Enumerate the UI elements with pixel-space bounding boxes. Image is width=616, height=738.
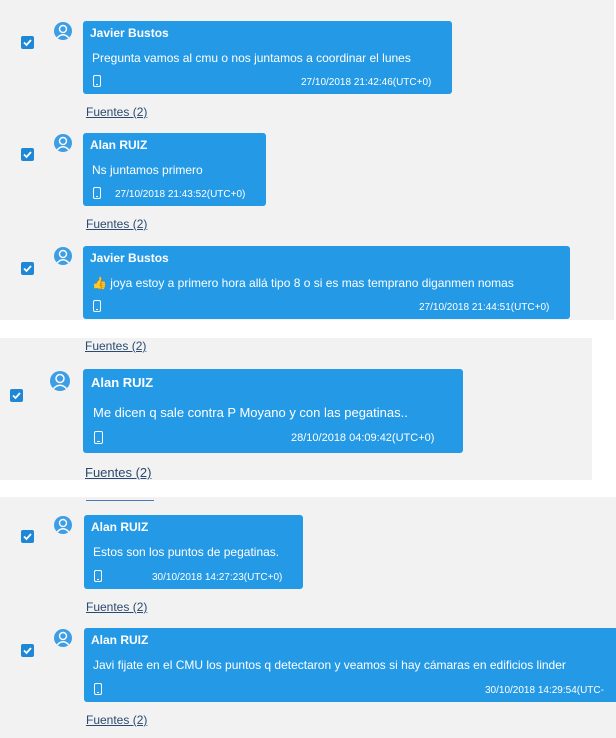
message-text: Estos son los puntos de pegatinas. xyxy=(93,545,280,559)
mobile-phone-icon xyxy=(94,431,103,444)
message-bubble xyxy=(83,133,266,206)
mobile-phone-icon xyxy=(94,683,102,695)
message-text: Pregunta vamos al cmu o nos juntamos a coordinar el lunes xyxy=(92,51,411,65)
mobile-phone-icon xyxy=(93,75,101,87)
message-sender: Alan RUIZ xyxy=(91,520,149,534)
message-text-body: joya estoy a primero hora allá tipo 8 o si es mas temprano diganmen nomas xyxy=(110,276,514,290)
message-bubble xyxy=(83,21,452,94)
checkmark-icon xyxy=(21,644,34,657)
select-checkbox[interactable] xyxy=(21,530,34,543)
message-bubble xyxy=(83,369,463,453)
user-avatar-icon xyxy=(50,371,70,391)
message-text: Ns juntamos primero xyxy=(92,163,203,177)
message-timestamp: 27/10/2018 21:42:46(UTC+0) xyxy=(301,77,432,88)
message-text: Me dicen q sale contra P Moyano y con las pegatinas.. xyxy=(93,405,408,420)
chat-panel-3 xyxy=(0,497,616,738)
select-checkbox[interactable] xyxy=(21,36,34,49)
message-sender: Alan RUIZ xyxy=(91,375,154,390)
message-text: Javi fijate en el CMU los puntos q detectaron y veamos si hay cámaras en edificios linder xyxy=(93,658,566,672)
sources-link[interactable]: Fuentes (2) xyxy=(86,217,148,231)
mobile-phone-icon xyxy=(94,570,102,582)
message-sender: Alan RUIZ xyxy=(91,633,149,647)
select-checkbox[interactable] xyxy=(21,644,34,657)
sources-link[interactable]: Fuentes (2) xyxy=(86,105,148,119)
message-timestamp: 27/10/2018 21:44:51(UTC+0) xyxy=(419,302,550,313)
message-timestamp: 27/10/2018 21:43:52(UTC+0) xyxy=(115,189,246,200)
message-timestamp: 30/10/2018 14:27:23(UTC+0) xyxy=(152,572,283,583)
user-avatar-icon xyxy=(54,629,72,647)
user-avatar-icon xyxy=(54,134,72,152)
sources-link[interactable]: Fuentes (2) xyxy=(85,339,147,353)
message-sender: Javier Bustos xyxy=(90,26,169,40)
mobile-phone-icon xyxy=(93,187,101,199)
divider-line xyxy=(86,500,154,501)
message-timestamp: 28/10/2018 04:09:42(UTC+0) xyxy=(291,432,435,444)
select-checkbox[interactable] xyxy=(10,389,23,402)
chat-panel-2 xyxy=(0,338,592,480)
select-checkbox[interactable] xyxy=(21,262,34,275)
message-bubble xyxy=(84,515,303,589)
message-bubble xyxy=(84,628,616,702)
chat-panel-1 xyxy=(0,0,614,320)
checkmark-icon xyxy=(21,262,34,275)
sources-link[interactable]: Fuentes (2) xyxy=(85,465,152,480)
user-avatar-icon xyxy=(54,22,72,40)
sources-link[interactable]: Fuentes (2) xyxy=(86,713,148,727)
message-bubble xyxy=(83,246,570,319)
checkmark-icon xyxy=(21,530,34,543)
select-checkbox[interactable] xyxy=(21,148,34,161)
sources-link[interactable]: Fuentes (2) xyxy=(86,600,148,614)
checkmark-icon xyxy=(10,389,23,402)
mobile-phone-icon xyxy=(93,300,101,312)
user-avatar-icon xyxy=(54,516,72,534)
message-text xyxy=(92,276,514,290)
message-timestamp: 30/10/2018 14:29:54(UTC- xyxy=(485,685,604,696)
checkmark-icon xyxy=(21,36,34,49)
message-sender: Javier Bustos xyxy=(90,251,169,265)
checkmark-icon xyxy=(21,148,34,161)
message-sender: Alan RUIZ xyxy=(90,138,148,152)
thumbs-up-emoji: 👍 xyxy=(92,276,107,290)
user-avatar-icon xyxy=(54,247,72,265)
